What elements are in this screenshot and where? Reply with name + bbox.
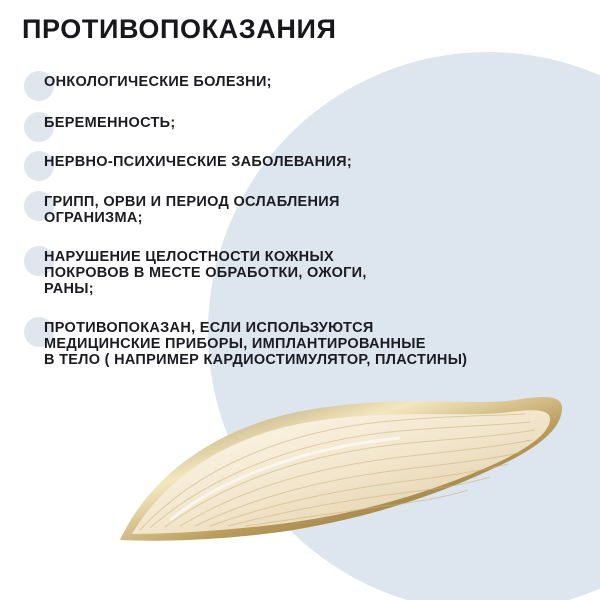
list-item-text: ОНКОЛОГИЧЕСКИЕ БОЛЕЗНИ; <box>44 74 272 90</box>
list-item-text: ГРИПП, ОРВИ И ПЕРИОД ОСЛАБЛЕНИЯ ОГРАНИЗМА; <box>44 194 340 226</box>
page-title: ПРОТИВОПОКАЗАНИЯ <box>22 14 337 44</box>
list-item-text: НАРУШЕНИЕ ЦЕЛОСТНОСТИ КОЖНЫХ ПОКРОВОВ В МЕСТЕ ОБРАБОТКИ, ОЖОГИ, РАНЫ; <box>44 249 367 297</box>
list-item-text: ПРОТИВОПОКАЗАН, ЕСЛИ ИСПОЛЬЗУЮТСЯ МЕДИЦИНСКИЕ ПРИБОРЫ, ИМПЛАНТИРОВАННЫЕ В ТЕЛО ( НАПРИМЕР КАРДИОСТИМУЛЯТОР, ПЛАСТИНЫ) <box>44 320 468 368</box>
list-item-implants <box>24 320 584 368</box>
list-item-oncology <box>24 74 584 90</box>
gold-leaf-massager-icon <box>110 380 570 550</box>
list-item-flu <box>24 194 584 226</box>
list-item-skin <box>24 249 584 297</box>
list-item-text: БЕРЕМЕННОСТЬ; <box>44 115 176 131</box>
list-item-neuro <box>24 154 584 170</box>
list-item-pregnancy <box>24 115 584 131</box>
list-item-text: НЕРВНО-ПСИХИЧЕСКИЕ ЗАБОЛЕВАНИЯ; <box>44 154 352 170</box>
